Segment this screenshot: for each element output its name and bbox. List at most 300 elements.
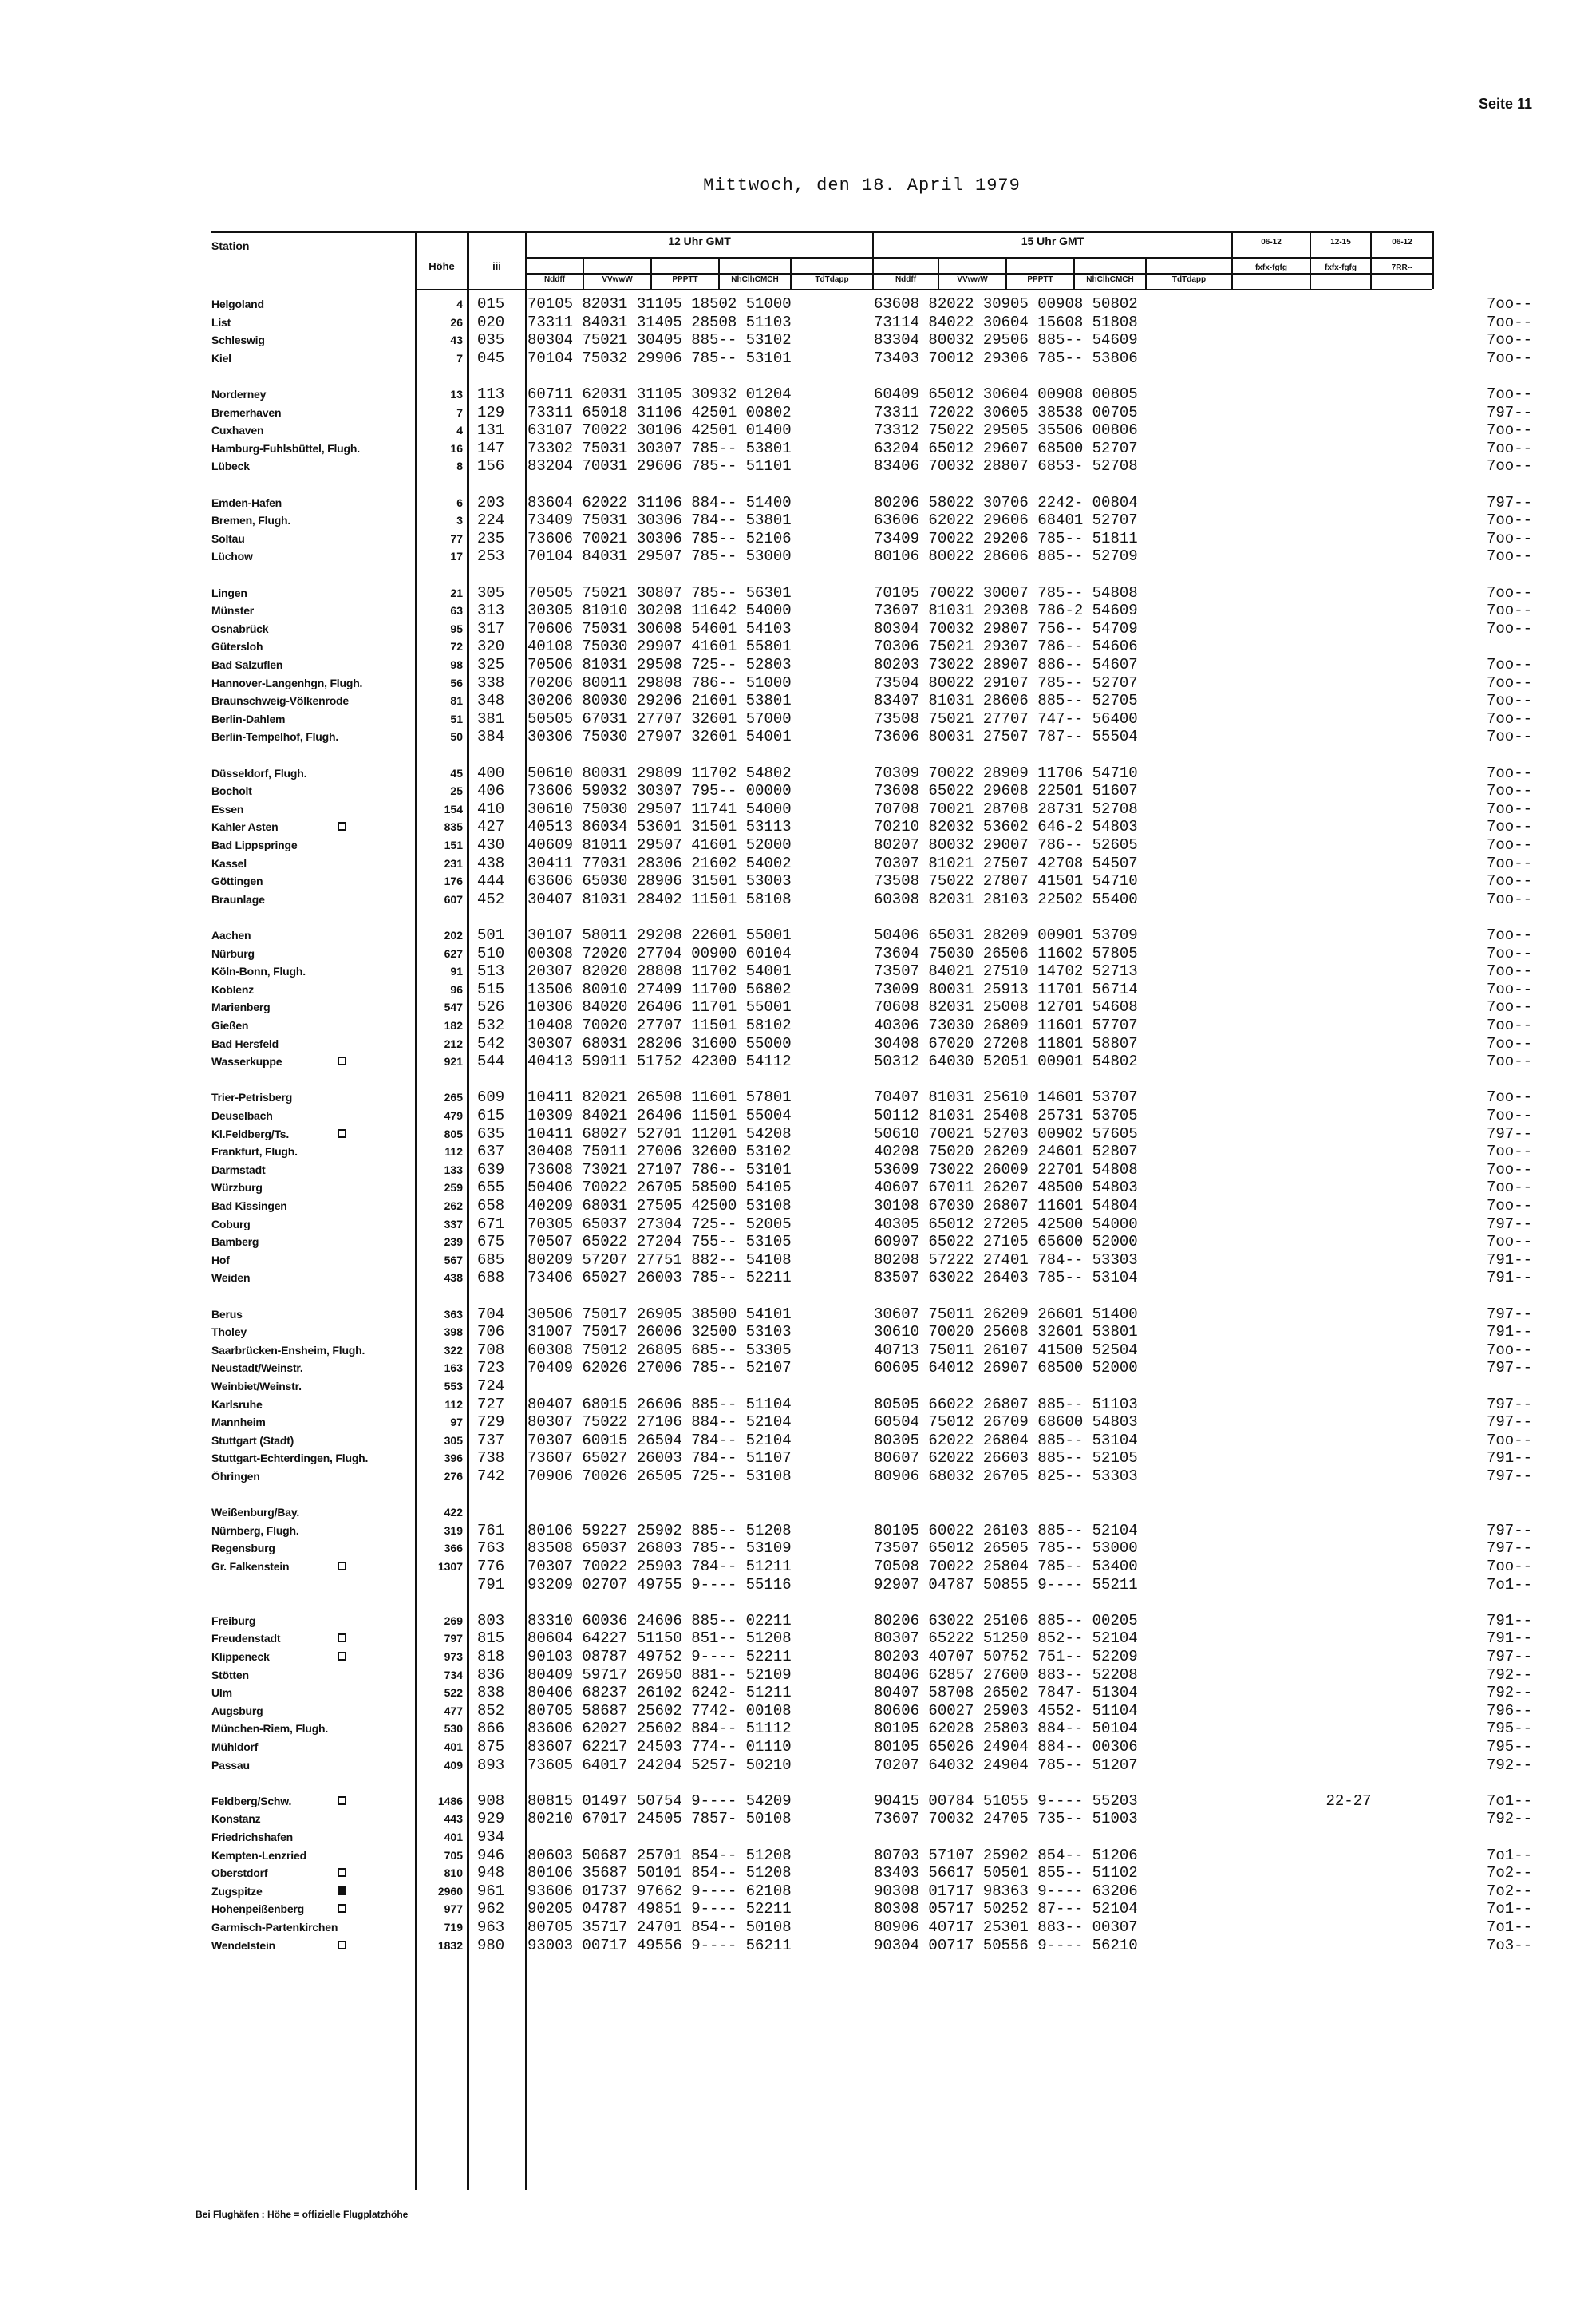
- station-row: [0, 494, 1596, 512]
- station-row: [0, 1359, 1596, 1377]
- obs-12-gmt: 70104 75032 29906 785-- 53101: [527, 349, 792, 367]
- obs-15-gmt: 60409 65012 30604 00908 00805: [874, 385, 1138, 403]
- obs-12-gmt: 60711 62031 31105 30932 01204: [527, 385, 792, 403]
- precip-06-12: 7oo--: [1486, 295, 1532, 313]
- station-row: [0, 1088, 1596, 1106]
- obs-15-gmt: 73606 80031 27507 787-- 55504: [874, 728, 1138, 746]
- station-iii: 729: [477, 1413, 505, 1432]
- obs-15-gmt: 80308 05717 50252 87--- 52104: [874, 1900, 1138, 1918]
- station-iii: [477, 1503, 525, 1521]
- station-height: 719: [444, 1921, 463, 1934]
- station-height: 3: [456, 514, 463, 527]
- station-iii: 513: [477, 962, 505, 981]
- obs-12-gmt: 73311 65018 31106 42501 00802: [527, 403, 792, 421]
- station-height: 269: [444, 1614, 463, 1627]
- station-row: [0, 1251, 1596, 1269]
- precip-06-12: 7oo--: [1486, 457, 1532, 476]
- station-height: 401: [444, 1740, 463, 1753]
- station-height: 530: [444, 1722, 463, 1736]
- station-iii: 852: [477, 1701, 505, 1720]
- station-row: [0, 1413, 1596, 1431]
- obs-12-gmt: 40108 75030 29907 41601 55801: [527, 638, 792, 656]
- precip-06-12: 7o1--: [1486, 1900, 1532, 1918]
- station-row: [0, 674, 1596, 692]
- station-name: Berlin-Dahlem: [211, 712, 286, 725]
- station-name: Bad Hersfeld: [211, 1037, 279, 1050]
- station-height: 276: [444, 1470, 463, 1483]
- station-iii: 838: [477, 1684, 505, 1702]
- station-iii: 400: [477, 764, 505, 782]
- precip-06-12: 797--: [1486, 1305, 1532, 1323]
- station-iii: 406: [477, 782, 505, 800]
- station-iii: 706: [477, 1323, 505, 1341]
- station-iii: 320: [477, 638, 505, 656]
- station-row: [0, 1918, 1596, 1936]
- station-iii: 658: [477, 1197, 505, 1215]
- precip-06-12: 7oo--: [1486, 709, 1532, 728]
- station-name: Braunlage: [211, 892, 265, 906]
- station-row: [0, 350, 1596, 367]
- station-name: Hamburg-Fuhlsbüttel, Flugh.: [211, 441, 360, 455]
- obs-15-gmt: 63608 82022 30905 00908 50802: [874, 295, 1138, 313]
- station-name: Stuttgart (Stadt): [211, 1433, 294, 1447]
- station-iii: 317: [477, 619, 505, 638]
- station-height: 50: [450, 730, 463, 744]
- obs-15-gmt: 73009 80031 25913 11701 56714: [874, 980, 1138, 998]
- obs-15-gmt: 73403 70012 29306 785-- 53806: [874, 349, 1138, 367]
- obs-12-gmt: 70305 65037 27304 725-- 52005: [527, 1215, 792, 1233]
- station-row: [0, 421, 1596, 439]
- col-12-15-gust: 12-15: [1330, 238, 1351, 247]
- precip-06-12: 7oo--: [1486, 818, 1532, 836]
- obs-15-gmt: 80304 70032 29807 756-- 54709: [874, 619, 1138, 638]
- station-iii: 235: [477, 529, 505, 547]
- block-15-title: 15 Uhr GMT: [1021, 235, 1084, 247]
- obs-15-gmt: 70608 82031 25008 12701 54608: [874, 998, 1138, 1017]
- station-height: 63: [450, 604, 463, 618]
- station-name: Deuselbach: [211, 1109, 273, 1122]
- station-name: Bad Kissingen: [211, 1199, 287, 1212]
- obs-15-gmt: 80307 65222 51250 852-- 52104: [874, 1629, 1138, 1648]
- obs-15-gmt: 73312 75022 29505 35506 00806: [874, 421, 1138, 440]
- station-iii: 384: [477, 728, 505, 746]
- col-15-nddff: Nddff: [895, 275, 917, 284]
- station-row: [0, 1612, 1596, 1629]
- station-height: 77: [450, 531, 463, 545]
- precip-06-12: 7o1--: [1486, 1846, 1532, 1864]
- station-height: 95: [450, 622, 463, 635]
- station-row: [0, 1828, 1596, 1846]
- station-row: [0, 1792, 1596, 1810]
- station-iii: 542: [477, 1034, 505, 1053]
- obs-15-gmt: 80906 40717 25301 883-- 00307: [874, 1918, 1138, 1936]
- obs-15-gmt: 70105 70022 30007 785-- 54808: [874, 583, 1138, 602]
- station-name: Nürnberg, Flugh.: [211, 1523, 299, 1537]
- mountain-station-icon: [338, 1904, 346, 1913]
- station-iii: 761: [477, 1521, 505, 1539]
- station-height: 322: [444, 1343, 463, 1357]
- obs-15-gmt: [874, 1503, 1229, 1521]
- obs-12-gmt: 30307 68031 28206 31600 55000: [527, 1034, 792, 1053]
- obs-15-gmt: 40305 65012 27205 42500 54000: [874, 1215, 1138, 1233]
- precip-06-12: 796--: [1486, 1701, 1532, 1720]
- station-height: 17: [450, 550, 463, 563]
- station-row: [0, 764, 1596, 782]
- obs-12-gmt: 80209 57207 27751 882-- 54108: [527, 1250, 792, 1269]
- obs-15-gmt: 70307 81021 27507 42708 54507: [874, 854, 1138, 872]
- precip-06-12: 7oo--: [1486, 602, 1532, 620]
- obs-15-gmt: 92907 04787 50855 9---- 55211: [874, 1575, 1138, 1594]
- station-name: Darmstadt: [211, 1163, 266, 1176]
- obs-12-gmt: 80705 35717 24701 854-- 50108: [527, 1918, 792, 1936]
- station-height: 43: [450, 334, 463, 347]
- station-height: 26: [450, 315, 463, 329]
- station-height: 977: [444, 1902, 463, 1916]
- obs-15-gmt: 83507 63022 26403 785-- 53104: [874, 1269, 1138, 1287]
- station-row: [0, 1576, 1596, 1594]
- station-height: 2960: [437, 1884, 463, 1898]
- station-row: [0, 945, 1596, 962]
- station-iii: 980: [477, 1936, 505, 1954]
- obs-15-gmt: 80206 58022 30706 2242- 00804: [874, 493, 1138, 512]
- obs-12-gmt: 30411 77031 28306 21602 54002: [527, 854, 792, 872]
- station-name: Passau: [211, 1758, 250, 1772]
- col-15-vvwww: VVwwW: [957, 275, 988, 284]
- station-name: Augsburg: [211, 1704, 263, 1717]
- station-name: Essen: [211, 802, 244, 816]
- station-height: 98: [450, 658, 463, 671]
- station-height: 973: [444, 1650, 463, 1663]
- footnote: Bei Flughäfen : Höhe = offizielle Flugplatzhöhe: [196, 2209, 409, 2220]
- precip-06-12: 7oo--: [1486, 1431, 1532, 1449]
- station-row: [0, 782, 1596, 800]
- station-row: [0, 981, 1596, 998]
- station-name: Tholey: [211, 1325, 247, 1339]
- station-iii: 532: [477, 1017, 505, 1034]
- station-name: Frankfurt, Flugh.: [211, 1145, 298, 1159]
- station-row: [0, 457, 1596, 475]
- station-row: [0, 1684, 1596, 1701]
- obs-12-gmt: 70307 70022 25903 784-- 51211: [527, 1558, 792, 1575]
- obs-12-gmt: 30407 81031 28402 11501 58108: [527, 890, 792, 908]
- station-height: 553: [444, 1380, 463, 1392]
- station-name: Osnabrück: [211, 622, 269, 635]
- station-iii: 893: [477, 1756, 505, 1774]
- obs-12-gmt: 30107 58011 29208 22601 55001: [527, 926, 792, 944]
- obs-15-gmt: 83407 81031 28606 885-- 52705: [874, 692, 1138, 710]
- precip-06-12: 7oo--: [1486, 980, 1532, 998]
- station-height: 4: [456, 298, 463, 310]
- station-name: Berlin-Tempelhof, Flugh.: [211, 730, 339, 744]
- station-name: München-Riem, Flugh.: [211, 1722, 329, 1736]
- mountain-station-icon: [338, 1633, 346, 1642]
- precip-06-12: 7oo--: [1486, 529, 1532, 547]
- station-row: [0, 1558, 1596, 1575]
- col-12-clouds: NhClhCMCH: [731, 275, 779, 284]
- station-row: [0, 800, 1596, 818]
- station-height: 627: [444, 946, 463, 960]
- obs-15-gmt: 73504 80022 29107 785-- 52707: [874, 674, 1138, 692]
- precip-06-12: 7oo--: [1486, 944, 1532, 962]
- obs-15-gmt: 73507 65012 26505 785-- 53000: [874, 1539, 1138, 1558]
- obs-12-gmt: 00308 72020 27704 00900 60104: [527, 944, 792, 962]
- station-iii: 929: [477, 1810, 505, 1828]
- station-row: [0, 1323, 1596, 1341]
- obs-15-gmt: 60907 65022 27105 65600 52000: [874, 1233, 1138, 1251]
- station-row: [0, 404, 1596, 421]
- station-iii: 325: [477, 656, 505, 674]
- obs-15-gmt: 50112 81031 25408 25731 53705: [874, 1107, 1138, 1124]
- station-height: 21: [450, 586, 463, 599]
- station-height: 810: [444, 1866, 463, 1880]
- station-iii: 791: [477, 1575, 505, 1594]
- obs-12-gmt: 30610 75030 29507 11741 54000: [527, 800, 792, 818]
- station-row: [0, 1503, 1596, 1521]
- mountain-station-icon: [338, 1652, 346, 1661]
- obs-15-gmt: 80606 60027 25903 4552- 51104: [874, 1701, 1138, 1720]
- mountain-station-icon: [338, 822, 346, 831]
- station-name: Weißenburg/Bay.: [211, 1506, 300, 1519]
- precip-06-12: 7oo--: [1486, 619, 1532, 638]
- station-name: Düsseldorf, Flugh.: [211, 766, 307, 780]
- station-height: 396: [444, 1452, 463, 1465]
- station-row: [0, 512, 1596, 529]
- station-name: Stuttgart-Echterdingen, Flugh.: [211, 1452, 369, 1465]
- station-row: [0, 1629, 1596, 1647]
- obs-15-gmt: 50312 64030 52051 00901 54802: [874, 1053, 1138, 1071]
- station-height: 607: [444, 892, 463, 906]
- obs-15-gmt: 30607 75011 26209 26601 51400: [874, 1305, 1138, 1323]
- obs-15-gmt: 80906 68032 26705 825-- 53303: [874, 1467, 1138, 1485]
- station-name: Münster: [211, 604, 255, 618]
- station-name: Marienberg: [211, 1001, 271, 1014]
- precip-06-12: 7oo--: [1486, 674, 1532, 692]
- page-number: Seite 11: [1478, 96, 1532, 112]
- obs-12-gmt: 93209 02707 49755 9---- 55116: [527, 1575, 792, 1594]
- precip-06-12: 791--: [1486, 1611, 1532, 1629]
- obs-15-gmt: 40713 75011 26107 41500 52504: [874, 1341, 1138, 1359]
- precip-06-12: 797--: [1486, 1521, 1532, 1539]
- obs-12-gmt: 30306 75030 27907 32601 54001: [527, 728, 792, 746]
- obs-12-gmt: 10411 68027 52701 11201 54208: [527, 1124, 792, 1143]
- precip-06-12: 7oo--: [1486, 331, 1532, 350]
- precip-06-12: 797--: [1486, 403, 1532, 421]
- station-row: [0, 385, 1596, 403]
- obs-12-gmt: 73606 70021 30306 785-- 52106: [527, 529, 792, 547]
- obs-12-gmt: 73311 84031 31405 28508 51103: [527, 313, 792, 331]
- station-name: Emden-Hafen: [211, 496, 282, 509]
- station-height: 337: [444, 1217, 463, 1230]
- precip-06-12: 792--: [1486, 1684, 1532, 1702]
- obs-15-gmt: 70306 75021 29307 786-- 54606: [874, 638, 1138, 656]
- station-name: Kempten-Lenzried: [211, 1848, 306, 1862]
- precip-06-12: 7oo--: [1486, 962, 1532, 981]
- station-name: Weiden: [211, 1271, 251, 1285]
- station-iii: 438: [477, 854, 505, 872]
- station-iii: 348: [477, 692, 505, 710]
- precip-06-12: 791--: [1486, 1250, 1532, 1269]
- station-iii: 430: [477, 836, 505, 854]
- precip-06-12: [1381, 1503, 1532, 1521]
- station-name: Friedrichshafen: [211, 1831, 294, 1843]
- station-name: Zugspitze: [211, 1884, 263, 1898]
- station-height: 366: [444, 1542, 463, 1555]
- obs-15-gmt: 30408 67020 27208 11801 58807: [874, 1034, 1138, 1053]
- station-name: Garmisch-Partenkirchen: [211, 1921, 338, 1934]
- obs-15-gmt: 80305 62022 26804 885-- 53104: [874, 1431, 1138, 1449]
- obs-12-gmt: 83604 62022 31106 884-- 51400: [527, 493, 792, 512]
- obs-12-gmt: 70307 60015 26504 784-- 52104: [527, 1431, 792, 1449]
- obs-15-gmt: 70309 70022 28909 11706 54710: [874, 764, 1138, 782]
- obs-15-gmt: 90304 00717 50556 9---- 56210: [874, 1936, 1138, 1954]
- station-row: [0, 1053, 1596, 1070]
- station-row: [0, 1233, 1596, 1250]
- precip-06-12: 797--: [1486, 1215, 1532, 1233]
- page-title: Mittwoch, den 18. April 1979: [703, 176, 1021, 196]
- station-height: 96: [450, 982, 463, 996]
- station-height: 1307: [437, 1560, 463, 1573]
- station-height: 7: [456, 405, 463, 419]
- mountain-station-icon: [338, 1057, 346, 1065]
- station-row: [0, 1215, 1596, 1233]
- precip-06-12: 7oo--: [1486, 782, 1532, 800]
- station-height: 479: [444, 1109, 463, 1122]
- obs-12-gmt: 30206 80030 29206 21601 53801: [527, 692, 792, 710]
- station-row: [0, 1035, 1596, 1053]
- station-name: Gießen: [211, 1019, 249, 1032]
- obs-12-gmt: 83607 62217 24503 774-- 01110: [527, 1738, 792, 1756]
- obs-12-gmt: 70105 82031 31105 18502 51000: [527, 295, 792, 313]
- station-row: [0, 1900, 1596, 1918]
- station-iii: 671: [477, 1215, 505, 1233]
- station-iii: 639: [477, 1160, 505, 1179]
- station-height: 154: [444, 802, 463, 816]
- obs-12-gmt: 73605 64017 24204 5257- 50210: [527, 1756, 792, 1774]
- station-name: Würzburg: [211, 1181, 263, 1195]
- obs-15-gmt: 83403 56617 50501 855-- 51102: [874, 1864, 1138, 1882]
- obs-12-gmt: 80705 58687 25602 7742- 00108: [527, 1701, 792, 1720]
- station-height: 13: [450, 388, 463, 401]
- station-iii: 875: [477, 1738, 505, 1756]
- precip-06-12: 7oo--: [1486, 547, 1532, 566]
- station-name: Mannheim: [211, 1416, 266, 1429]
- precip-06-12: 792--: [1486, 1756, 1532, 1774]
- obs-12-gmt: 73608 73021 27107 786-- 53101: [527, 1160, 792, 1179]
- mountain-station-filled-icon: [338, 1886, 346, 1895]
- station-name: Schleswig: [211, 334, 265, 347]
- station-row: [0, 1125, 1596, 1143]
- station-name: Helgoland: [211, 298, 264, 310]
- sub-12-15-gust: fxfx-fgfg: [1325, 263, 1357, 272]
- station-row: [0, 891, 1596, 908]
- obs-12-gmt: 60308 75012 26805 685-- 53305: [527, 1341, 792, 1359]
- station-iii: 934: [477, 1828, 505, 1846]
- mountain-station-icon: [338, 1129, 346, 1138]
- station-iii: 253: [477, 547, 505, 566]
- station-iii: 045: [477, 349, 505, 367]
- col-12-dewpoint: TdTdapp: [815, 275, 849, 284]
- obs-15-gmt: 83304 80032 29506 885-- 54609: [874, 331, 1138, 350]
- obs-15-gmt: 80703 57107 25902 854-- 51206: [874, 1846, 1138, 1864]
- station-height: 443: [444, 1812, 463, 1826]
- station-height: 81: [450, 694, 463, 708]
- station-iii: 803: [477, 1611, 505, 1629]
- station-row: [0, 440, 1596, 457]
- station-height: 16: [450, 441, 463, 455]
- station-iii: 637: [477, 1143, 505, 1161]
- station-name: Bremen, Flugh.: [211, 514, 291, 527]
- station-iii: 815: [477, 1629, 505, 1648]
- obs-12-gmt: 30506 75017 26905 38500 54101: [527, 1305, 792, 1323]
- station-name: [211, 1576, 415, 1594]
- obs-12-gmt: 20307 82020 28808 11702 54001: [527, 962, 792, 981]
- obs-12-gmt: 80406 68237 26102 6242- 51211: [527, 1684, 792, 1702]
- station-iii: 224: [477, 512, 505, 530]
- station-iii: 452: [477, 890, 505, 908]
- obs-12-gmt: 70506 81031 29508 725-- 52803: [527, 656, 792, 674]
- precip-06-12: 7oo--: [1486, 313, 1532, 331]
- station-iii: 723: [477, 1359, 505, 1377]
- station-row: [0, 1449, 1596, 1467]
- obs-12-gmt: 70104 84031 29507 785-- 53000: [527, 547, 792, 566]
- obs-12-gmt: 30305 81010 30208 11642 54000: [527, 602, 792, 620]
- station-height: 259: [444, 1181, 463, 1195]
- iii-column-header: iii: [492, 260, 501, 272]
- precip-06-12: 7oo--: [1486, 656, 1532, 674]
- precip-06-12: 795--: [1486, 1738, 1532, 1756]
- station-iii: 410: [477, 800, 505, 818]
- station-iii: 688: [477, 1269, 505, 1287]
- precip-06-12: 792--: [1486, 1810, 1532, 1828]
- station-height: 7: [456, 351, 463, 365]
- station-row: [0, 926, 1596, 944]
- obs-12-gmt: 73302 75031 30307 785-- 53801: [527, 439, 792, 457]
- obs-15-gmt: 40306 73030 26809 11601 57707: [874, 1017, 1138, 1034]
- station-row: [0, 1377, 1596, 1395]
- station-row: [0, 530, 1596, 547]
- precip-06-12: 797--: [1486, 1359, 1532, 1377]
- precip-06-12: 7oo--: [1486, 1160, 1532, 1179]
- obs-15-gmt: 80206 63022 25106 885-- 00205: [874, 1611, 1138, 1629]
- station-row: [0, 1467, 1596, 1485]
- station-iii: 948: [477, 1864, 505, 1882]
- station-row: [0, 602, 1596, 619]
- station-iii: 704: [477, 1305, 505, 1323]
- station-row: [0, 1648, 1596, 1665]
- station-row: [0, 1882, 1596, 1900]
- obs-12-gmt: 73409 75031 30306 784-- 53801: [527, 512, 792, 530]
- station-height: 305: [444, 1433, 463, 1447]
- station-height: 398: [444, 1325, 463, 1339]
- obs-12-gmt: 93606 01737 97662 9---- 62108: [527, 1882, 792, 1900]
- station-iii: 203: [477, 493, 505, 512]
- station-name: Coburg: [211, 1217, 251, 1230]
- precip-06-12: 797--: [1486, 1395, 1532, 1413]
- obs-12-gmt: 80604 64227 51150 851-- 51208: [527, 1629, 792, 1648]
- station-name: Bad Lippspringe: [211, 839, 298, 851]
- obs-15-gmt: 80607 62022 26603 885-- 52105: [874, 1449, 1138, 1467]
- station-name: Aachen: [211, 929, 251, 942]
- obs-12-gmt: 50505 67031 27707 32601 57000: [527, 709, 792, 728]
- obs-15-gmt: 73607 81031 29308 786-2 54609: [874, 602, 1138, 620]
- station-iii: 615: [477, 1107, 505, 1124]
- station-row: [0, 584, 1596, 602]
- precip-06-12: 7oo--: [1486, 836, 1532, 854]
- obs-12-gmt: 80307 75022 27106 884-- 52104: [527, 1413, 792, 1432]
- col-06-12-precip: 06-12: [1392, 238, 1412, 247]
- precip-06-12: 7oo--: [1486, 998, 1532, 1017]
- station-name: Weinbiet/Weinstr.: [211, 1380, 302, 1392]
